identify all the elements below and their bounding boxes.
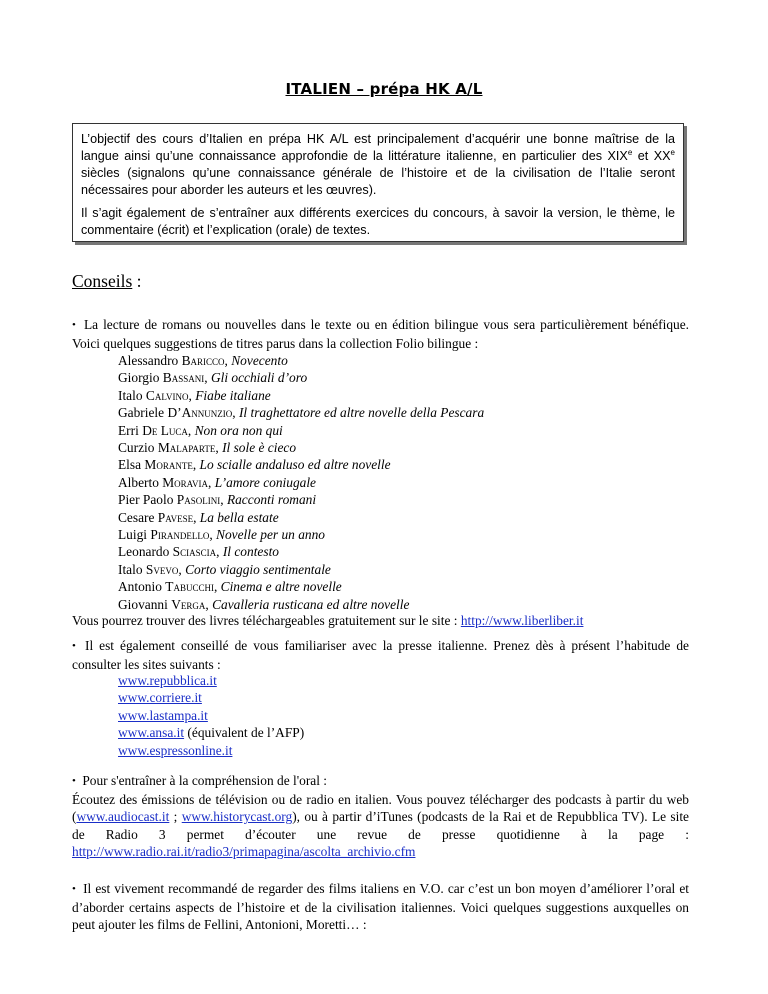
author-last-name: Pirandello: [150, 527, 210, 543]
book-item: Antonio Tabucchi, Cinema e altre novelle: [118, 579, 342, 595]
book-item: Curzio Malaparte, Il sole è cieco: [118, 440, 297, 456]
espressonline-link[interactable]: www.espressonline.it: [118, 742, 233, 758]
author-last-name: Moravia: [162, 474, 209, 490]
author-last-name: Calvino: [145, 387, 189, 403]
author-first-name: Erri: [118, 422, 139, 438]
book-item: Italo Calvino, Fiabe italiane: [118, 387, 271, 403]
author-first-name: Italo: [118, 561, 143, 577]
reading-paragraph: • La lecture de romans ou nouvelles dans le texte ou en édition bilingue vous sera particulièrement bénéfique. Voici quelques suggestions de titres parus dans la collection Folio bilingue :: [72, 317, 689, 351]
book-item: Leonardo Sciascia, Il contesto: [118, 544, 279, 560]
book-item: Alberto Moravia, L’amore coniugale: [118, 474, 316, 490]
oral-paragraph: • Pour s'entraîner à la compréhension de l'oral : Écoutez des émissions de télévision ou de radio en italien. Vous pouvez télécharger des podcasts à partir du web (www.audiocast.it ; www.historycast.org), ou à partir d’iTunes (podcasts de la Rai et de Repubblica TV). Le site de Radio 3 permet d’écouter une revue de presse quotidienne à la page : http://www.radio.rai.it/radio3/primapagina/ascolta_archivio.cfm: [72, 773, 689, 860]
author-last-name: Tabucchi: [165, 579, 214, 595]
page-title: ITALIEN – prépa HK A/L: [285, 80, 483, 98]
author-first-name: Cesare: [118, 509, 155, 525]
lastampa-link[interactable]: www.lastampa.it: [118, 707, 208, 723]
book-item: Giorgio Bassani, Gli occhiali d’oro: [118, 370, 308, 386]
conseils-heading: Conseils :: [72, 271, 142, 291]
book-title: La bella estate: [199, 509, 279, 525]
list-item: [118, 689, 304, 706]
author-first-name: Elsa: [118, 457, 142, 473]
author-last-name: Baricco: [181, 353, 225, 368]
author-last-name: Pavese: [157, 509, 194, 525]
list-item: [118, 707, 304, 724]
author-first-name: Pier Paolo: [118, 492, 174, 508]
author-first-name: Curzio: [118, 440, 155, 456]
book-title: Novecento: [231, 353, 288, 368]
book-item: Erri De Luca, Non ora non qui: [118, 422, 283, 438]
book-title: Novelle per un anno: [216, 527, 325, 543]
author-first-name: Luigi: [118, 527, 148, 543]
author-last-name: Svevo: [145, 561, 179, 577]
ansa-link[interactable]: www.ansa.it: [118, 725, 185, 741]
radio3-link[interactable]: http://www.radio.rai.it/radio3/primapagina/ascolta_archivio.cfm: [72, 844, 416, 860]
press-site-list: [118, 672, 304, 759]
book-title: Corto viaggio sentimentale: [185, 561, 331, 577]
book-title: Fiabe italiane: [195, 387, 271, 403]
author-last-name: Bassani: [162, 370, 205, 386]
list-item: [118, 742, 304, 759]
book-title: Il traghettatore ed altre novelle della Pescara: [238, 405, 485, 421]
author-first-name: Italo: [118, 387, 143, 403]
author-first-name: Giorgio: [118, 370, 160, 386]
intro-box: [72, 123, 684, 242]
book-item: Luigi Pirandello, Novelle per un anno: [118, 527, 325, 543]
author-last-name: Morante: [144, 457, 193, 473]
book-item: Pier Paolo Pasolini, Racconti romani: [118, 492, 317, 508]
book-title: L’amore coniugale: [214, 474, 316, 490]
intro-paragraph-2: Il s’agit également de s’entraîner aux différents exercices du concours, à savoir la version, le thème, le commentaire (écrit) et l’explication (orale) de textes.: [81, 206, 675, 237]
book-title: Racconti romani: [226, 492, 317, 508]
corriere-link[interactable]: www.corriere.it: [118, 690, 202, 706]
historycast-link[interactable]: www.historycast.org: [181, 809, 293, 825]
author-last-name: Sciascia: [172, 544, 217, 560]
book-title: Il contesto: [222, 544, 279, 560]
book-title: Gli occhiali d’oro: [210, 370, 308, 386]
book-title: Cinema e altre novelle: [220, 579, 342, 595]
bullet-icon: •: [72, 319, 76, 331]
author-first-name: Giovanni: [118, 596, 168, 612]
author-first-name: Antonio: [118, 579, 162, 595]
films-paragraph: • Il est vivement recommandé de regarder des films italiens en V.O. car c’est un bon moyen d’améliorer l’oral et d’aborder certains aspects de l’histoire et de la civilisation italiennes. Voici quelques suggestions auxquelles on peut ajouter les films de Fellini, Antonioni, Moretti… :: [72, 881, 689, 933]
press-paragraph: • Il est également conseillé de vous familiariser avec la presse italienne. Prenez dès à présent l’habitude de consulter les sites suivants :: [72, 638, 689, 672]
book-item: Elsa Morante, Lo scialle andaluso ed altre novelle: [118, 457, 391, 473]
book-item: Gabriele D’Annunzio, Il traghettatore ed altre novelle della Pescara: [118, 405, 485, 421]
author-last-name: De Luca: [142, 422, 188, 438]
download-line: Vous pourrez trouver des livres téléchargeables gratuitement sur le site : http://www.liberliber.it: [72, 613, 584, 628]
book-title: Lo scialle andaluso ed altre novelle: [199, 457, 391, 473]
author-first-name: Alessandro: [118, 353, 179, 368]
author-last-name: Pasolini: [176, 492, 221, 508]
book-item: Italo Svevo, Corto viaggio sentimentale: [118, 561, 331, 577]
list-item: www.ansa.it (équivalent de l’AFP): [118, 725, 305, 741]
repubblica-link[interactable]: www.repubblica.it: [118, 673, 217, 688]
audiocast-link[interactable]: www.audiocast.it: [76, 809, 170, 825]
book-item: Alessandro Baricco, Novecento: [118, 353, 288, 368]
author-first-name: Alberto: [118, 474, 159, 490]
book-list: [118, 352, 484, 613]
liberliber-link[interactable]: http://www.liberliber.it: [460, 613, 584, 628]
book-item: Giovanni Verga, Cavalleria rusticana ed altre novelle: [118, 596, 410, 612]
author-last-name: Malaparte: [157, 440, 216, 456]
intro-paragraph-1: L’objectif des cours d’Italien en prépa HK A/L est principalement d’acquérir une bonne maîtrise de la langue ainsi qu’une connaissance approfondie de la littérature italienne, en particulier des XIXe et XXe siècles (signalons qu’une connaissance générale de l’histoire et de la civilisation de l’Italie seront nécessaires pour aborder les auteurs et les œuvres).: [81, 132, 675, 197]
author-first-name: Gabriele: [118, 405, 165, 421]
author-first-name: Leonardo: [118, 544, 170, 560]
bullet-icon: •: [72, 883, 76, 895]
book-title: Cavalleria rusticana ed altre novelle: [212, 596, 410, 612]
author-last-name: D’Annunzio: [167, 405, 233, 421]
list-item: [118, 672, 304, 689]
bullet-icon: •: [72, 775, 76, 787]
book-title: Non ora non qui: [194, 422, 283, 438]
bullet-icon: •: [72, 640, 76, 652]
book-title: Il sole è cieco: [222, 440, 297, 456]
book-item: Cesare Pavese, La bella estate: [118, 509, 279, 525]
author-last-name: Verga: [171, 596, 206, 612]
